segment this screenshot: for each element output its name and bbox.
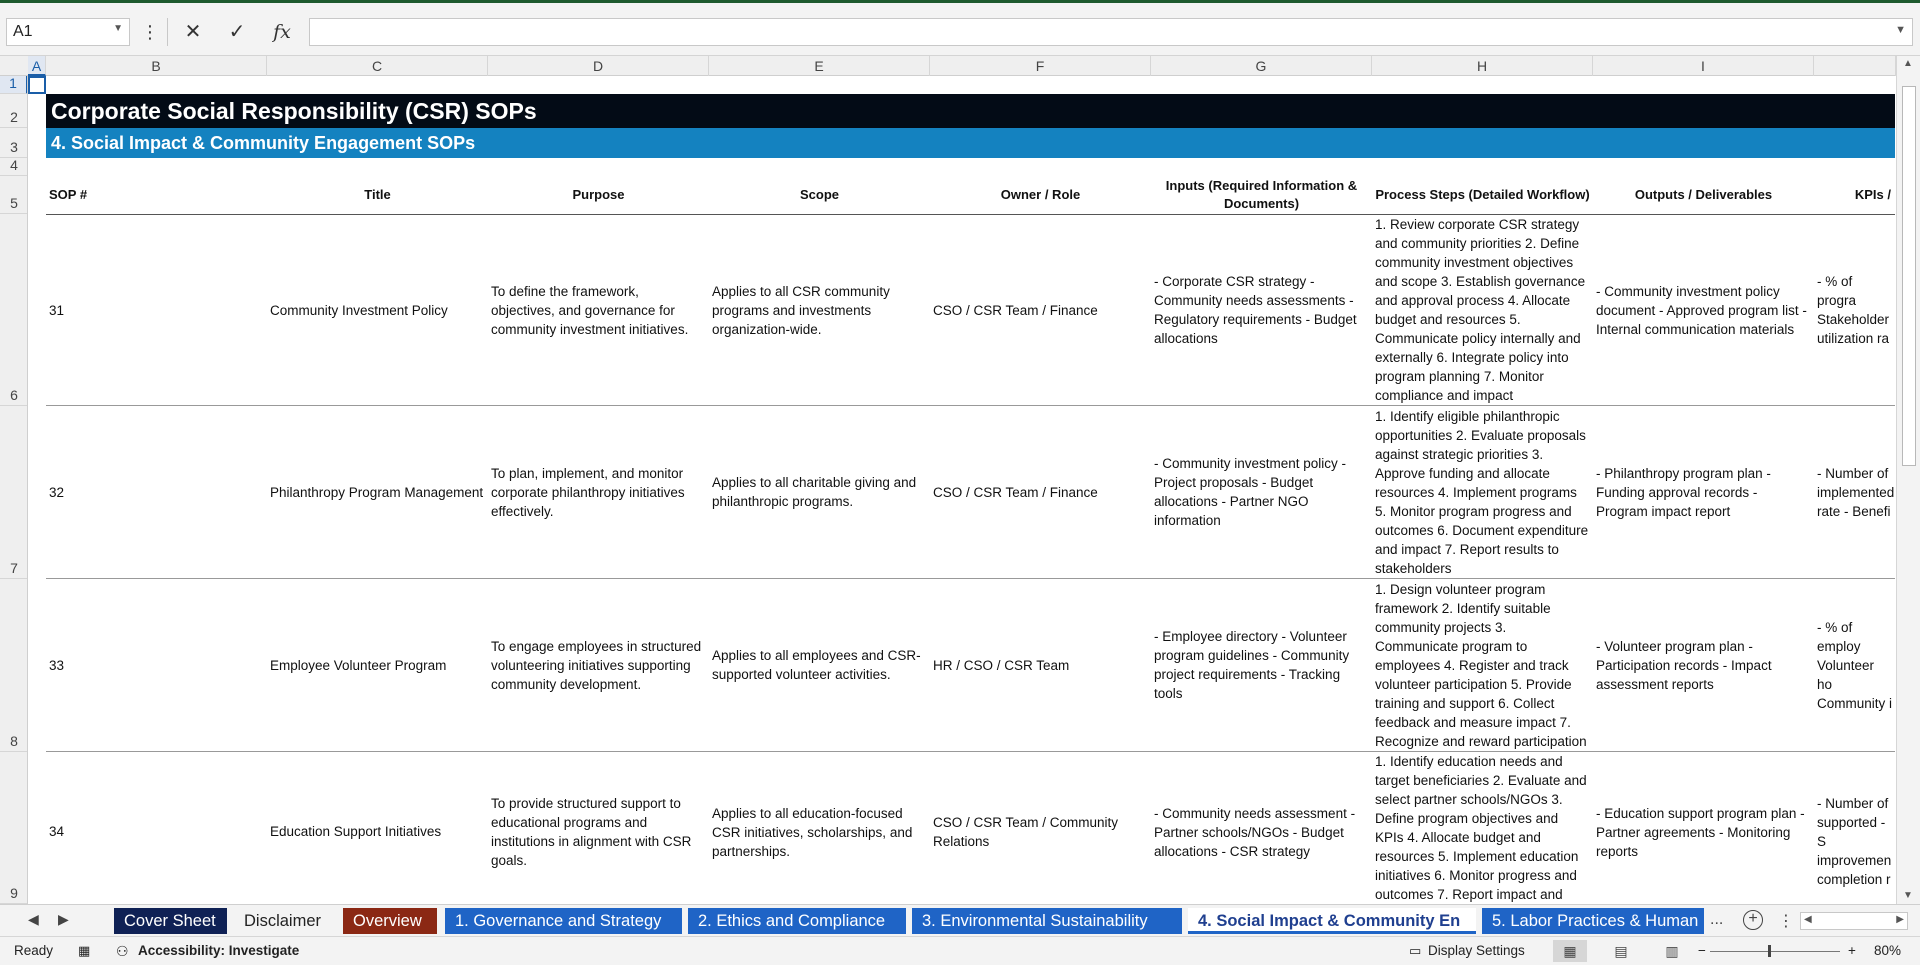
vertical-scrollbar[interactable] bbox=[1896, 56, 1920, 904]
table-row[interactable] bbox=[46, 406, 1895, 579]
column-header-c[interactable]: C bbox=[267, 56, 488, 76]
cell-purpose[interactable]: To plan, implement, and monitor corporate philanthropy initiatives effectively. bbox=[491, 465, 685, 519]
cell-inputs[interactable]: - Employee directory - Volunteer program guidelines - Community project requirements - Tracking tools bbox=[1154, 629, 1350, 701]
horizontal-scrollbar[interactable] bbox=[1800, 912, 1908, 930]
row-headers bbox=[0, 76, 28, 904]
column-header-h[interactable]: H bbox=[1372, 56, 1593, 76]
cell-outputs[interactable]: - Volunteer program plan - Participation records - Impact assessment reports bbox=[1596, 638, 1772, 692]
cell-process-steps[interactable]: 1. Identify education needs and target beneficiaries 2. Evaluate and select partner schools/NGOs 3. Define program objectives and KPIs 4. Allocate budget and resources 5. Implement education initiatives 6. Monitor progress and outcomes 7. Report impact and bbox=[1375, 754, 1587, 902]
cell-kpis[interactable]: - % of progra Stakeholder utilization ra bbox=[1817, 274, 1890, 346]
cell-owner[interactable]: HR / CSO / CSR Team bbox=[933, 657, 1070, 673]
row-header-8[interactable]: 8 bbox=[0, 579, 28, 752]
tab-disclaimer[interactable]: Disclaimer bbox=[234, 908, 337, 934]
scroll-right-icon[interactable]: ▶ bbox=[1896, 914, 1904, 925]
zoom-slider[interactable] bbox=[1710, 951, 1840, 952]
cell-purpose[interactable]: To define the framework, objectives, and governance for community investment initiatives. bbox=[491, 283, 689, 337]
header-kpis: KPIs / bbox=[1854, 187, 1891, 202]
cell-sop[interactable]: 33 bbox=[49, 657, 65, 673]
cell-kpis[interactable]: - Number of implemented rate - Benefi bbox=[1817, 465, 1895, 519]
tab-overview[interactable]: Overview bbox=[343, 908, 437, 934]
column-header-a[interactable]: A bbox=[28, 56, 46, 76]
header-owner: Owner / Role bbox=[1000, 187, 1081, 202]
table-row[interactable] bbox=[46, 579, 1895, 752]
cell-process-steps[interactable]: 1. Review corporate CSR strategy and community priorities 2. Define community investment objectives and scope 3. Establish governance and approval process 4. Allocate budget and resources 5. Communicate policy internally and externally 6. Integrate policy into program planning 7. Monitor compliance and impact bbox=[1375, 217, 1586, 403]
scroll-up-icon[interactable]: ▲ bbox=[1903, 58, 1913, 69]
insert-function-icon[interactable]: fx bbox=[273, 21, 291, 43]
chevron-down-icon[interactable]: ▼ bbox=[113, 23, 123, 34]
header-scope: Scope bbox=[799, 187, 839, 202]
cell-title[interactable]: Philanthropy Program Management bbox=[270, 484, 484, 500]
row-header-6[interactable]: 6 bbox=[0, 214, 28, 406]
display-settings-button[interactable]: Display Settings bbox=[1428, 943, 1525, 958]
tab-environmental-sustainability[interactable]: 3. Environmental Sustainability bbox=[912, 908, 1182, 934]
column-header-i[interactable]: I bbox=[1593, 56, 1814, 76]
row-header-4[interactable]: 4 bbox=[0, 158, 28, 176]
row-header-9[interactable]: 9 bbox=[0, 752, 28, 904]
zoom-out-button[interactable]: − bbox=[1698, 943, 1706, 958]
cell-kpis[interactable]: - % of employ Volunteer ho Community i bbox=[1817, 619, 1893, 711]
accessibility-status[interactable]: Accessibility: Investigate bbox=[138, 943, 300, 958]
cell-title[interactable]: Education Support Initiatives bbox=[270, 824, 442, 839]
tab-options-icon[interactable]: ⋮ bbox=[1778, 913, 1794, 930]
header-sop-number: SOP # bbox=[49, 187, 88, 202]
name-box[interactable] bbox=[6, 18, 130, 46]
formula-input[interactable] bbox=[309, 18, 1913, 46]
cell-title[interactable]: Community Investment Policy bbox=[270, 302, 448, 318]
cell-outputs[interactable]: - Community investment policy document - Approved program list - Internal communication materials bbox=[1596, 283, 1807, 337]
more-options-icon[interactable]: ⋮ bbox=[141, 22, 159, 42]
active-cell-a1[interactable] bbox=[28, 76, 46, 94]
row-header-1[interactable]: 1 bbox=[0, 76, 28, 94]
tab-social-impact[interactable]: 4. Social Impact & Community En bbox=[1188, 908, 1476, 934]
tab-cover-sheet[interactable]: Cover Sheet bbox=[114, 908, 227, 934]
worksheet-grid[interactable] bbox=[28, 76, 1895, 904]
table-row[interactable] bbox=[46, 752, 1895, 904]
tab-scroll-right-icon[interactable]: ▶ bbox=[58, 911, 69, 927]
column-header-g[interactable]: G bbox=[1151, 56, 1372, 76]
column-header-f[interactable]: F bbox=[930, 56, 1151, 76]
column-header-b[interactable]: B bbox=[46, 56, 267, 76]
cell-title[interactable]: Employee Volunteer Program bbox=[270, 657, 447, 673]
add-sheet-icon[interactable]: + bbox=[1743, 910, 1763, 930]
status-bar bbox=[0, 936, 1920, 965]
normal-view-icon[interactable]: ▦ bbox=[1553, 940, 1587, 962]
cell-owner[interactable]: CSO / CSR Team / Community Relations bbox=[933, 815, 1119, 849]
cell-owner[interactable]: CSO / CSR Team / Finance bbox=[933, 484, 1098, 500]
cell-inputs[interactable]: - Community investment policy - Project proposals - Budget allocations - Partner NGO information bbox=[1154, 456, 1347, 528]
cell-outputs[interactable]: - Education support program plan - Partner agreements - Monitoring reports bbox=[1596, 806, 1805, 859]
table-row[interactable] bbox=[46, 215, 1895, 406]
page-layout-view-icon[interactable]: ▤ bbox=[1614, 943, 1628, 959]
expand-formula-icon[interactable]: ▼ bbox=[1895, 24, 1906, 36]
header-purpose: Purpose bbox=[572, 187, 625, 202]
enter-icon[interactable]: ✓ bbox=[228, 21, 246, 43]
cancel-icon[interactable]: ✕ bbox=[184, 21, 202, 43]
sheet-tab-bar bbox=[0, 904, 1920, 936]
formula-bar bbox=[0, 3, 1920, 56]
vertical-scroll-thumb[interactable] bbox=[1902, 86, 1916, 466]
header-process-steps: Process Steps (Detailed Workflow) bbox=[1375, 187, 1590, 202]
tab-scroll-left-icon[interactable]: ◀ bbox=[28, 911, 39, 927]
cell-owner[interactable]: CSO / CSR Team / Finance bbox=[933, 302, 1098, 318]
row-header-2[interactable]: 2 bbox=[0, 94, 28, 128]
header-title: Title bbox=[364, 187, 391, 202]
cell-sop[interactable]: 34 bbox=[49, 824, 65, 839]
tab-overflow[interactable]: ... bbox=[1710, 911, 1724, 928]
row-header-5[interactable]: 5 bbox=[0, 176, 28, 214]
formula-divider bbox=[167, 18, 168, 46]
cell-process-steps[interactable]: 1. Design volunteer program framework 2. Identify suitable community projects 3. Communicate program to employees 4. Register and track volunteer participation 5. Provide training and support 6. Collect feedback and measure impact 7. Recognize and reward participation bbox=[1375, 581, 1587, 749]
cell-scope[interactable]: Applies to all employees and CSR-supported volunteer activities. bbox=[712, 648, 921, 682]
header-inputs: Inputs (Required Information & Documents) bbox=[1165, 178, 1358, 211]
cell-purpose[interactable]: To engage employees in structured volunteering initiatives supporting community development. bbox=[491, 638, 702, 692]
row-header-7[interactable]: 7 bbox=[0, 406, 28, 579]
tab-ethics-compliance[interactable]: 2. Ethics and Compliance bbox=[688, 908, 906, 934]
cell-inputs[interactable]: - Community needs assessment - Partner schools/NGOs - Budget allocations - CSR strategy bbox=[1154, 806, 1356, 859]
zoom-in-button[interactable]: + bbox=[1848, 943, 1856, 958]
display-settings-icon[interactable]: ▭ bbox=[1409, 943, 1422, 958]
cell-scope[interactable]: Applies to all education-focused CSR initiatives, scholarships, and partnerships. bbox=[712, 806, 913, 859]
zoom-slider-thumb[interactable] bbox=[1768, 945, 1771, 957]
cell-inputs[interactable]: - Corporate CSR strategy - Community needs assessments - Regulatory requirements - Budget allocations bbox=[1154, 274, 1357, 346]
cell-purpose[interactable]: To provide structured support to educational programs and institutions in alignment with CSR goals. bbox=[491, 796, 692, 868]
row-header-3[interactable]: 3 bbox=[0, 128, 28, 158]
sheet-title: Corporate Social Responsibility (CSR) SOPs bbox=[46, 94, 1895, 128]
cell-process-steps[interactable]: 1. Identify eligible philanthropic opportunities 2. Evaluate proposals against strategic priorities 3. Approve funding and allocate resources 4. Implement programs 5. Monitor program progress and outcomes 6. Document expenditure and impact 7. Report results to stakeholders bbox=[1375, 408, 1589, 576]
header-outputs: Outputs / Deliverables bbox=[1634, 187, 1773, 202]
macro-record-icon[interactable]: ▦ bbox=[78, 943, 91, 958]
page-break-view-icon[interactable]: ▥ bbox=[1665, 943, 1679, 959]
sheet-subtitle: 4. Social Impact & Community Engagement SOPs bbox=[46, 128, 1895, 158]
column-header-j[interactable] bbox=[1814, 56, 1896, 76]
cell-kpis[interactable]: - Number of supported - S improvemen completion r bbox=[1817, 796, 1892, 887]
scroll-down-icon[interactable]: ▼ bbox=[1903, 890, 1913, 901]
column-header-e[interactable]: E bbox=[709, 56, 930, 76]
tab-governance-strategy[interactable]: 1. Governance and Strategy bbox=[445, 908, 682, 934]
accessibility-icon[interactable]: ⚇ bbox=[116, 943, 129, 959]
cell-outputs[interactable]: - Philanthropy program plan - Funding approval records - Program impact report bbox=[1596, 465, 1771, 519]
cell-scope[interactable]: Applies to all charitable giving and philanthropic programs. bbox=[712, 475, 917, 509]
tab-labor-practices[interactable]: 5. Labor Practices & Human bbox=[1482, 908, 1704, 934]
cell-sop[interactable]: 32 bbox=[49, 484, 65, 500]
cell-sop[interactable]: 31 bbox=[49, 302, 65, 318]
column-headers bbox=[0, 56, 1920, 76]
zoom-level[interactable]: 80% bbox=[1874, 943, 1902, 958]
cell-scope[interactable]: Applies to all CSR community programs and investments organization-wide. bbox=[712, 283, 890, 337]
name-box-value: A1 bbox=[13, 23, 33, 40]
column-header-d[interactable]: D bbox=[488, 56, 709, 76]
scroll-left-icon[interactable]: ◀ bbox=[1804, 914, 1812, 925]
status-ready: Ready bbox=[14, 943, 54, 958]
